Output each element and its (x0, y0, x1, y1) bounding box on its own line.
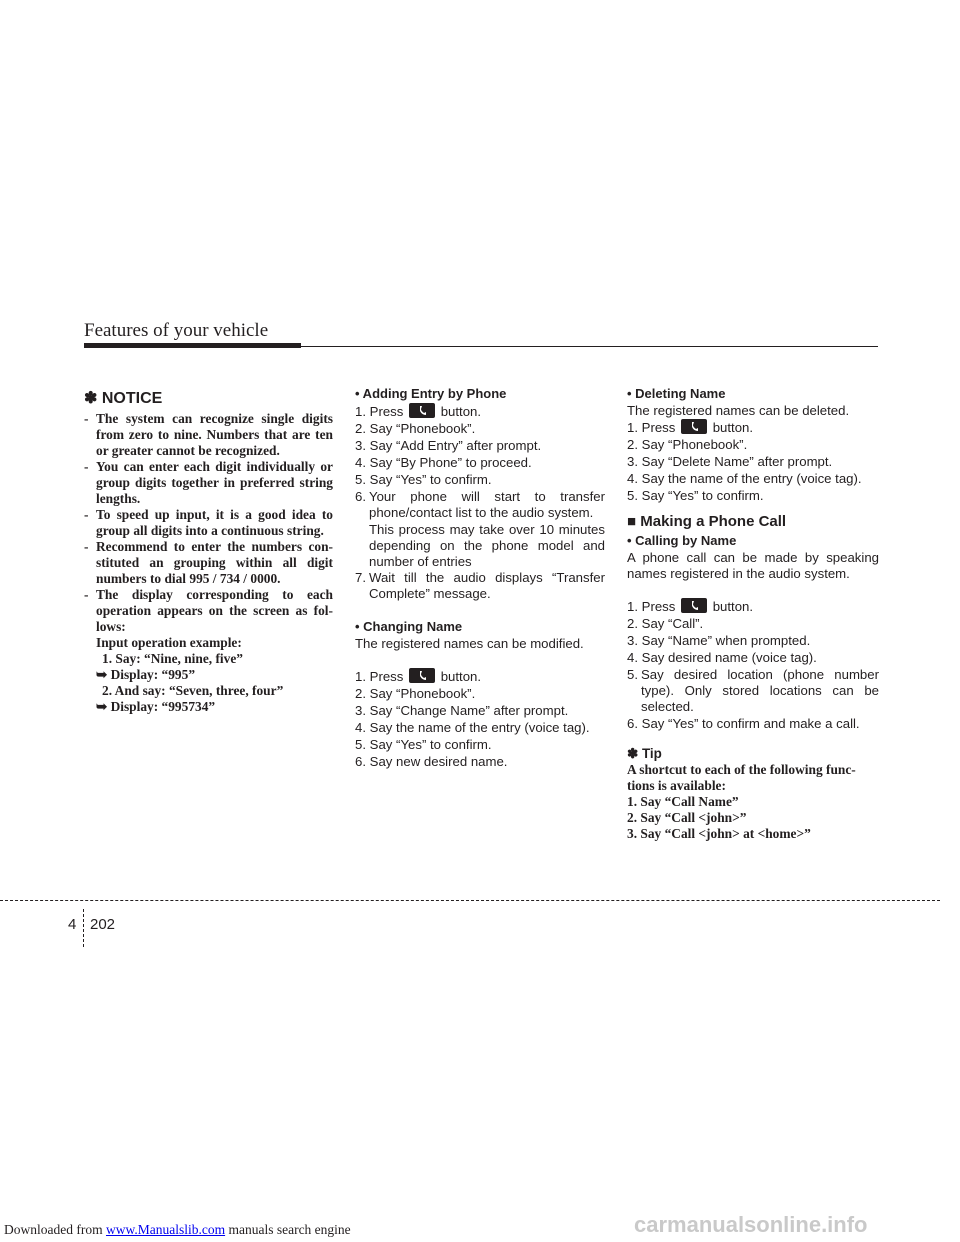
calling-step-5: 5. Say desired location (phone number type). Only stored locations can be selected. (627, 667, 879, 714)
calling-step-3: 3. Say “Name” when prompted. (627, 633, 811, 648)
changing-step-4: 4. Say the name of the entry (voice tag). (355, 720, 590, 735)
deleting-step-5: 5. Say “Yes” to confirm. (627, 488, 764, 503)
right-column (627, 386, 879, 842)
talk-button-icon (681, 598, 707, 613)
adding-step-2: 2. Say “Phonebook”. (355, 421, 476, 436)
adding-entry-heading: • Adding Entry by Phone (355, 386, 507, 401)
adding-step-6: 6. Your phone will start to transfer phone/contact list to the audio system. (355, 489, 605, 520)
deleting-intro: The registered names can be deleted. (627, 403, 850, 418)
adding-step-3: 3. Say “Add Entry” after prompt. (355, 438, 542, 453)
talk-button-icon (681, 419, 707, 434)
example-heading: Input operation example: (96, 635, 242, 650)
page-header-title: Features of your vehicle (84, 320, 269, 341)
tip-item: 1. Say “Call Name” (627, 794, 739, 809)
tip-item: 2. Say “Call <john>” (627, 810, 747, 825)
notice-column (84, 386, 333, 715)
deleting-step-4: 4. Say the name of the entry (voice tag). (627, 471, 862, 486)
watermark: carmanualsonline.info (634, 1212, 868, 1237)
changing-intro: The registered names can be modified. (355, 636, 584, 651)
notice-item: - To speed up input, it is a good idea to group all digits into a continuous string. (84, 507, 333, 538)
example-display-1: ➥ Display: “995” (96, 667, 196, 682)
notice-item: - You can enter each digit individually or group digits together in preferred string lengths. (84, 459, 333, 506)
tip-item: 3. Say “Call <john> at <home>” (627, 826, 811, 841)
footer-rule (0, 900, 940, 901)
making-call-title: ■ Making a Phone Call (627, 513, 787, 530)
calling-step-6: 6. Say “Yes” to confirm and make a call. (627, 716, 860, 731)
adding-step-5: 5. Say “Yes” to confirm. (355, 472, 492, 487)
download-credit: Downloaded from www.Manualslib.com manuals search engine (4, 1222, 351, 1237)
deleting-step-3: 3. Say “Delete Name” after prompt. (627, 454, 833, 469)
changing-step-6: 6. Say new desired name. (355, 754, 508, 769)
tip-title: ✽ Tip (627, 746, 662, 761)
example-display-2: ➥ Display: “995734” (96, 699, 216, 714)
calling-by-name-heading: • Calling by Name (627, 533, 737, 548)
notice-item: - The display corresponding to each operation appears on the screen as fol-lows: (84, 587, 333, 634)
adding-step-7: 7. Wait till the audio displays “Transfer Complete” message. (355, 570, 605, 601)
middle-column (355, 386, 605, 771)
changing-step-2: 2. Say “Phonebook”. (355, 686, 476, 701)
deleting-step-2: 2. Say “Phonebook”. (627, 437, 748, 452)
notice-item: - Recommend to enter the numbers con-stituted an grouping within all digit numbers to dial 995 / 734 / 0000. (84, 539, 333, 586)
manualslib-link[interactable]: www.Manualslib.com (105, 1222, 226, 1237)
notice-item: - The system can recognize single digits from zero to nine. Numbers that are ten or greater cannot be recognized. (84, 411, 333, 458)
calling-step-2: 2. Say “Call”. (627, 616, 704, 631)
calling-step-4: 4. Say desired name (voice tag). (627, 650, 817, 665)
footer-divider (83, 909, 84, 947)
deleting-name-heading: • Deleting Name (627, 386, 726, 401)
calling-step-1: 1. Press button. (627, 599, 754, 614)
changing-step-3: 3. Say “Change Name” after prompt. (355, 703, 569, 718)
chapter-number: 4 (68, 916, 77, 933)
example-step-2: 2. And say: “Seven, three, four” (102, 683, 284, 698)
tip-intro: A shortcut to each of the following func-tions is available: (627, 762, 856, 793)
adding-step-4: 4. Say “By Phone” to proceed. (355, 455, 532, 470)
tip-body (627, 762, 879, 842)
calling-intro: A phone call can be made by speaking names registered in the audio system. (627, 550, 879, 581)
adding-step-1: 1. Press button. (355, 404, 482, 419)
example-step-1: 1. Say: “Nine, nine, five” (102, 651, 243, 666)
deleting-step-1: 1. Press button. (627, 420, 754, 435)
notice-title: ✽ NOTICE (84, 390, 163, 407)
changing-step-5: 5. Say “Yes” to confirm. (355, 737, 492, 752)
talk-button-icon (409, 403, 435, 418)
talk-button-icon (409, 668, 435, 683)
changing-name-heading: • Changing Name (355, 619, 463, 634)
adding-step-6-note: This process may take over 10 minutes depending on the phone model and number of entries (369, 522, 605, 569)
page-number: 202 (90, 916, 116, 933)
header-rule (84, 346, 878, 347)
changing-step-1: 1. Press button. (355, 669, 482, 684)
